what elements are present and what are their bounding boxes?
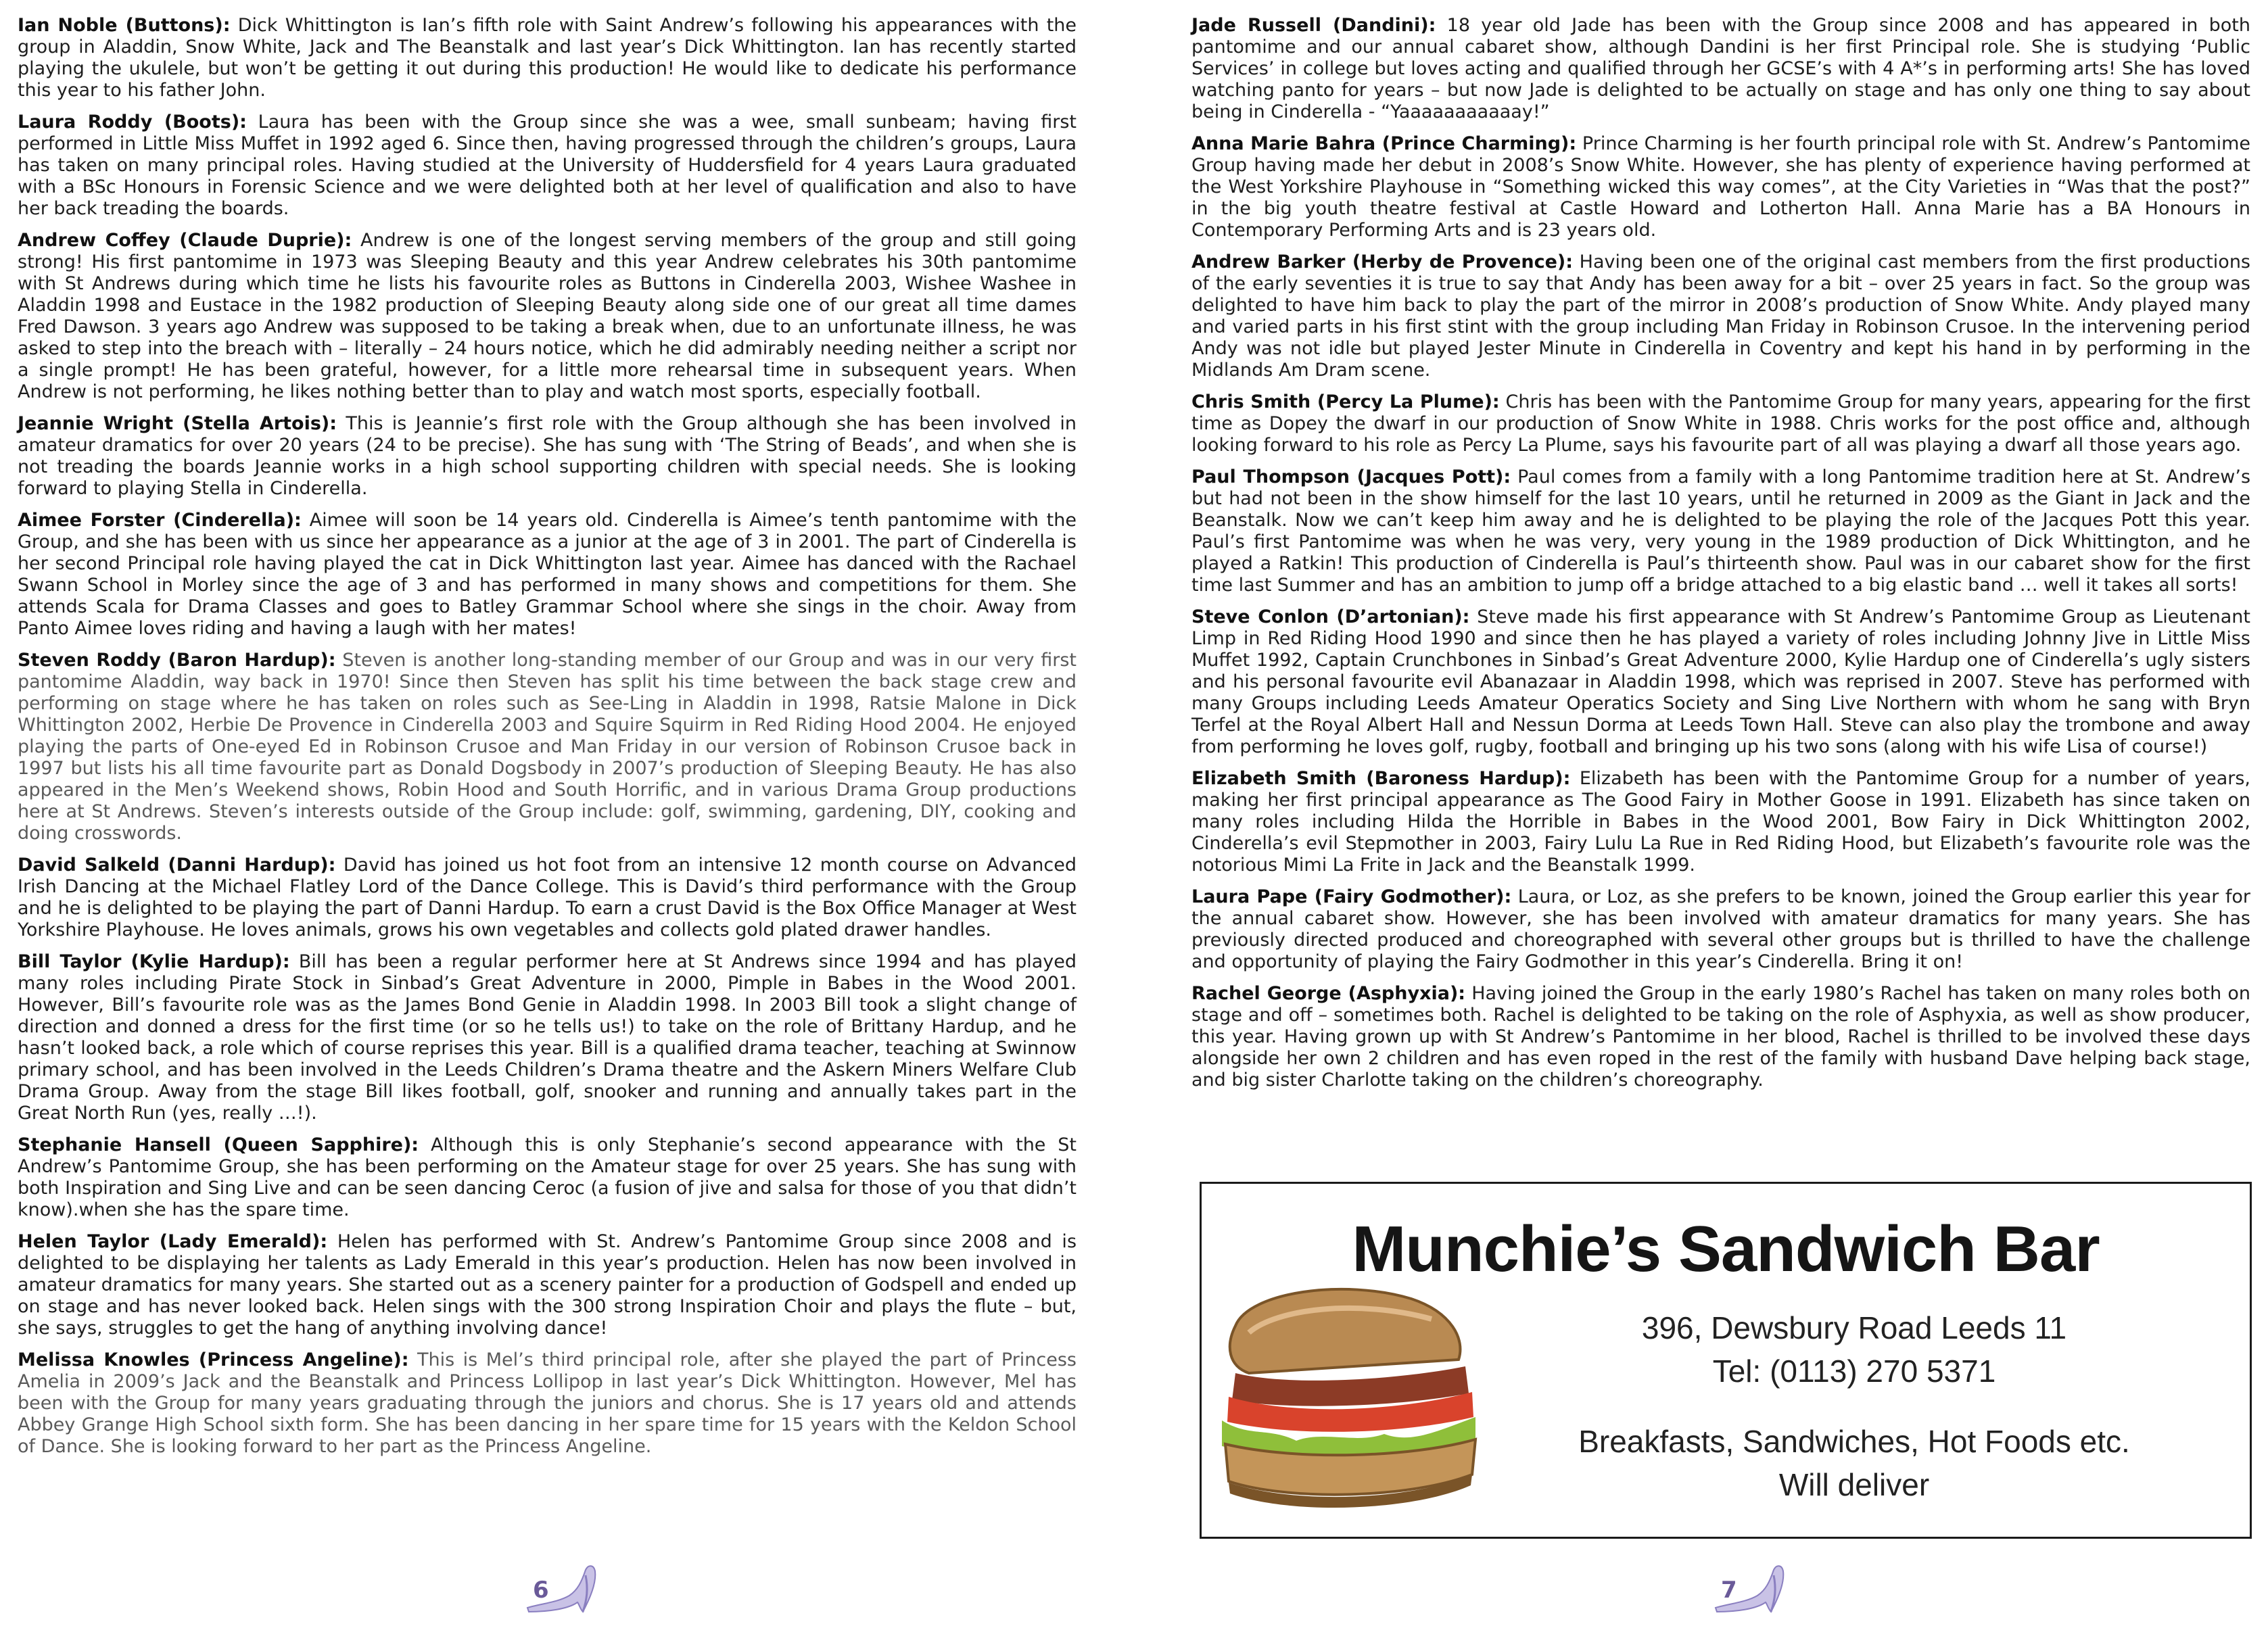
cast-bio-text: 18 year old Jade has been with the Group since 2008 and has appeared in both pantomime and our annual cabaret show, although Dandini is her first Principal role. She is studying ‘Public Services’ in college but loves acting and qualified through her GCSE’s with 4 A*’s in performing arts! She has loved watching panto for years – but now Jade is delighted to be actually on stage and has only one thing to say about being in Cinderella - “Yaaaaaaaaaaay!” [1191,15,2250,122]
cast-bio [1191,15,2250,123]
cast-bio [1191,983,2250,1091]
cast-bio-text: This is Mel’s third principal role, after she played the part of Princess Amelia in 2009’s Jack and the Beanstalk and Princess Lollipop in last year’s Dick Whittington. However, Mel has been with the Group for many years graduating through the juniors and chorus. She is 17 years old and attends Abbey Grange High School sixth form. She has been dancing in her spare time for 15 years with the Keldon School of Dance. She is looking forward to her part as the Princess Angeline. [18,1349,1077,1457]
cast-bio-text: Dick Whittington is Ian’s fifth role with Saint Andrew’s following his appearances with the group in Aladdin, Snow White, Jack and The Beanstalk and last year’s Dick Whittington. Ian has recently started playing the ukulele, but won’t be getting it out during this production! He would like to dedicate his performance this year to his father John. [18,15,1077,101]
cast-name: Steve Conlon (D’artonian): [1191,606,1470,627]
left-bios-column [18,15,1077,1468]
cast-name: Helen Taylor (Lady Emerald): [18,1231,328,1252]
cast-bio [18,112,1077,220]
cast-bio-text: Steven is another long-standing member of our Group and was in our very first pantomime Aladdin, way back in 1970! Since then Steven has split his time between the back stage crew and performing on stage where he has taken on roles such as See-Ling in Aladdin in 1998, Ratsie Malone in Dick Whittington 2002, Herbie De Provence in Cinderella 2003 and Squire Squirm in Red Riding Hood 2004. He enjoyed playing the parts of One-eyed Ed in Robinson Crusoe and Man Friday in our version of Robinson Crusoe back in 1997 but lists his all time favourite part as Donald Dogsbody in 2007’s production of Sleeping Beauty. He has also appeared in the Men’s Weekend shows, Robin Hood and South Horrific, and in various Drama Group productions here at St Andrews. Steven’s interests outside of the Group include: golf, swimming, gardening, DIY, cooking and doing crosswords. [18,650,1077,844]
cast-bio [18,15,1077,101]
cast-bio-text: Bill has been a regular performer here at St Andrews since 1994 and has played many roles including Pirate Stock in Sinbad’s Great Adventure in 2000, Pimple in Babes in the Wood 2001. However, Bill’s favourite role was as the James Bond Genie in Aladdin 1998. In 2003 Bill took a slight change of direction and donned a dress for the first time (or so he tells us!) to take on the role of Brittany Hardup, and he hasn’t looked back, a role which of course reprises this year. Bill is a qualified drama teacher, teaching at Swinnow primary school, and has been involved in the Leeds Children’s Drama theatre and the Askern Miners Welfare Club Drama Group. Away from the stage Bill likes football, golf, snooker and running and annually takes part in the Great North Run (yes, really …!). [18,951,1077,1124]
cast-name: Jade Russell (Dandini): [1191,15,1436,36]
cast-bio-text: David has joined us hot foot from an intensive 12 month course on Advanced Irish Dancing at the Michael Flatley Lord of the Dance College. This is David’s third performance with the Group and he is delighted to be playing the part of Danni Hardup. To earn a crust David is the Box Office Manager at West Yorkshire Playhouse. He loves animals, grows his own vegetables and collects gold plated drawer handles. [18,855,1077,940]
sandwich-bar-advert [1200,1182,2252,1539]
advert-services: Breakfasts, Sandwiches, Hot Foods etc. [1578,1424,2130,1459]
cast-bio [1191,391,2250,456]
cast-bio [1191,606,2250,758]
cast-bio-text: Paul comes from a family with a long Pantomime tradition here at St. Andrew’s but had not been in the show himself for the last 10 years, until he returned in 2009 as the Giant in Jack and the Beanstalk. Now we can’t keep him away and he is delighted to be playing the role of the Jacques Pott this year. Paul’s first Pantomime was when he was very, very young in the 1989 production of Dick Whittington, and he played a Ratkin! This production of Cinderella is Paul’s thirteenth show. Paul was in our cabaret show for the first time last Summer and has an ambition to jump off a bridge attached to a big elastic band … well it takes all sorts! [1191,466,2251,596]
cast-bio [1191,252,2250,381]
cast-bio [18,510,1077,640]
cast-bio-text: Although this is only Stephanie’s second appearance with the St Andrew’s Pantomime Group, she has been performing on the Amateur stage for over 25 years. She has sung with both Inspiration and Sing Live and can be seen dancing Ceroc (a fusion of jive and salsa for those of you that didn’t know).when she has the spare time. [18,1134,1077,1220]
advert-delivery: Will deliver [1778,1467,1930,1502]
cast-bio [18,1134,1077,1221]
cast-bio [18,650,1077,844]
cast-bio-text: Laura has been with the Group since she was a wee, small sunbeam; having first performed in Little Miss Muffet in 1992 aged 6. Since then, having progressed through the children’s groups, Laura has taken on many principal roles. Having studied at the University of Huddersfield for 4 years Laura graduated with a BSc Honours in Forensic Science and we were delighted both at her level of qualification and also to have her back treading the boards. [18,112,1077,219]
cast-bio [1191,886,2250,973]
right-bios-column [1191,15,2250,1101]
cast-bio [18,230,1077,403]
cast-bio-text: Having been one of the original cast members from the first productions of the early seventies it is true to say that Andy has been away for a bit – over 25 years in fact. So the group was delighted to have him back to play the part of the mirror in 2008’s production of Snow White. Andy played many and varied parts in his first stint with the group including Man Friday in Robinson Crusoe. In the intervening period Andy was not idle but played Jester Minute in Cinderella in Coventry and kept his hand in by performing in the Midlands Am Dram scene. [1191,252,2250,381]
cast-name: Stephanie Hansell (Queen Sapphire): [18,1134,419,1155]
cast-name: Andrew Barker (Herby de Provence): [1191,252,1574,272]
cast-name: Bill Taylor (Kylie Hardup): [18,951,290,972]
cast-bio [18,1231,1077,1339]
cast-name: Rachel George (Asphyxia): [1191,983,1466,1004]
cast-bio [18,951,1077,1124]
advert-title: Munchie’s Sandwich Bar [1352,1213,2100,1285]
page-number-left [521,1555,602,1616]
cast-bio-text: Elizabeth has been with the Pantomime Group for a number of years, making her first principal appearance as The Good Fairy in Mother Goose in 1991. Elizabeth has since taken on many roles including Hilda the Horrible in Babes in the Wood 2001, Bow Fairy in Dick Whittington 2002, Cinderella’s evil Stepmother in 2003, Fairy Lulu La Rue in Red Riding Hood, but Elizabeth’s favourite role was the notorious Mimi La Frite in Jack and the Beanstalk 1999. [1191,768,2250,876]
advert-address: 396, Dewsbury Road Leeds 11 [1641,1310,2067,1345]
cast-bio [18,855,1077,941]
cast-bio-text: Helen has performed with St. Andrew’s Pantomime Group since 2008 and is delighted to be displaying her talents as Lady Emerald in this year’s production. Helen has now been involved in amateur dramatics for many years. She started out as a scenery painter for a production of Godspell and ended up on stage and has never looked back. Helen sings with the 300 strong Inspiration Choir and plays the flute – but, she says, struggles to get the hang of anything involving dance! [18,1231,1077,1339]
cast-name: Jeannie Wright (Stella Artois): [18,413,337,434]
cast-bio-text: Steve made his first appearance with St Andrew’s Pantomime Group as Lieutenant Limp in Red Riding Hood 1990 and since then he has played a variety of roles including Johnny Jive in Little Miss Muffet 1992, Captain Crunchbones in Sinbad’s Great Adventure 2000, Kylie Hardup one of Cinderella’s ugly sisters and his personal favourite evil Abanazaar in Aladdin 1998, which was reprised in 2007. Steve has performed with many Groups including Leeds Amateur Operatics Society and Sing Live Northern with whom he sang with Bryn Terfel at the Royal Albert Hall and Nessun Dorma at Leeds Town Hall. Steve can also play the trombone and away from performing he loves golf, rugby, football and bringing up his two sons (along with his wife Lisa of course!) [1191,606,2250,757]
sandwich-photo-icon [1208,1272,1479,1529]
cast-bio [1191,133,2250,241]
cast-bio-text: Having joined the Group in the early 1980’s Rachel has taken on many roles both on stage and off – sometimes both. Rachel is delighted to be taking on the role of Asphyxia, as well as show producer, this year. Having grown up with St Andrew’s Pantomime in her blood, Rachel is thrilled to be involved these days alongside her own 2 children and has even roped in the rest of the family with husband Dave helping back stage, and big sister Charlotte taking on the children’s choreography. [1191,983,2250,1091]
page-number-right [1709,1555,1790,1616]
cast-name: Paul Thompson (Jacques Pott): [1191,466,1511,487]
cast-name: Andrew Coffey (Claude Duprie): [18,230,352,251]
cast-name: Melissa Knowles (Princess Angeline): [18,1349,409,1370]
cast-bio-text: Andrew is one of the longest serving members of the group and still going strong! His first pantomime in 1973 was Sleeping Beauty and this year Andrew celebrates his 30th pantomime with St Andrews during which time he lists his favourite roles as Buttons in Cinderella 2003, Wishee Washee in Aladdin 1998 and Eustace in the 1982 production of Sleeping Beauty along side one of our great all time dames Fred Dawson. 3 years ago Andrew was supposed to be taking a break when, due to an unfortunate illness, he was asked to step into the breach with – literally – 24 hours notice, which he did admirably needing neither a script nor a single prompt! He has been grateful, however, for a little more rehearsal time in subsequent years. When Andrew is not performing, he likes nothing better than to play and watch most sports, especially football. [18,230,1077,402]
cast-name: Elizabeth Smith (Baroness Hardup): [1191,768,1571,789]
cast-bio [1191,768,2250,876]
advert-telephone: Tel: (0113) 270 5371 [1712,1354,1996,1389]
cast-bio [1191,466,2250,596]
cast-bio-text: Aimee will soon be 14 years old. Cinderella is Aimee’s tenth pantomime with the Group, and she has been with us since her appearance as a junior at the age of 3 in 2001. The part of Cinderella is her second Principal role having played the cat in Dick Whittington last year. Aimee has danced with the Rachael Swann School in Morley since the age of 3 and has performed in many shows and competitions for them. She attends Scala for Drama Classes and goes to Batley Grammar School where she sings in the choir. Away from Panto Aimee loves riding and having a laugh with her mates! [18,510,1077,639]
cast-bio-text: Laura, or Loz, as she prefers to be known, joined the Group earlier this year for the annual cabaret show. However, she has been involved with amateur dramatics for many years. She has previously directed produced and choreographed with several other groups but is thrilled to have the challenge and opportunity of playing the Fairy Godmother in this year’s Cinderella. Bring it on! [1191,886,2250,972]
cast-name: Aimee Forster (Cinderella): [18,510,302,531]
cast-name: Anna Marie Bahra (Prince Charming): [1191,133,1577,154]
cast-name: Ian Noble (Buttons): [18,15,231,36]
cast-name: Steven Roddy (Baron Hardup): [18,650,336,671]
cast-name: Laura Pape (Fairy Godmother): [1191,886,1512,907]
cast-name: David Salkeld (Danni Hardup): [18,855,336,876]
page-number-text: 6 [533,1577,549,1604]
cast-name: Laura Roddy (Boots): [18,112,247,133]
cast-name: Chris Smith (Percy La Plume): [1191,391,1500,412]
page-number-text: 7 [1721,1577,1737,1604]
cast-bio-text: This is Jeannie’s first role with the Group although she has been involved in amateur dramatics for over 20 years (24 to be precise). She has sung with ‘The String of Beads’, and when she is not treading the boards Jeannie works in a high school supporting children with special needs. She is looking forward to playing Stella in Cinderella. [18,413,1077,499]
cast-bio-text: Prince Charming is her fourth principal role with St. Andrew’s Pantomime Group having made her debut in 2008’s Snow White. However, she has plenty of experience having performed at the West Yorkshire Playhouse in “Something wicked this way comes”, at the City Varieties in “Was that the post?” in the big youth theatre festival at Castle Howard and Lotherton Hall. Anna Marie has a BA Honours in Contemporary Performing Arts and is 23 years old. [1191,133,2250,241]
cast-bio [18,1349,1077,1458]
cast-bio [18,413,1077,500]
cast-bio-text: Chris has been with the Pantomime Group for many years, appearing for the first time as Dopey the dwarf in our production of Snow White in 1988. Chris works for the post office and, although looking forward to his role as Percy La Plume, says his favourite part of all was playing a dwarf all those years ago. [1191,391,2251,456]
